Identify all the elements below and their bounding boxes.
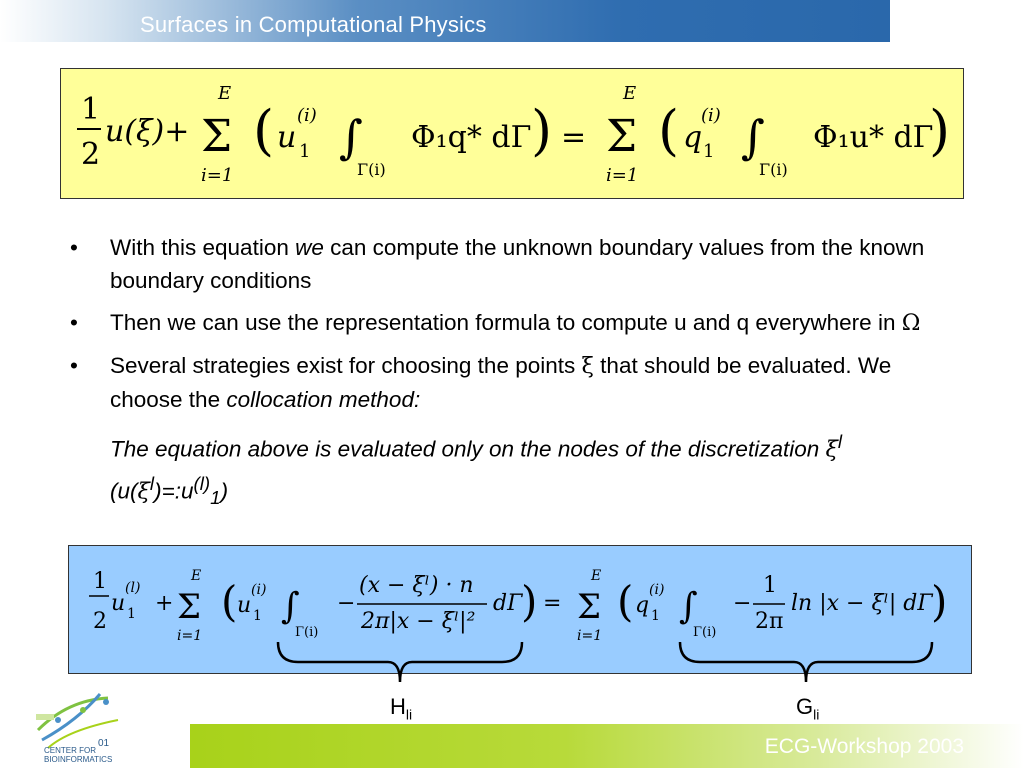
eq1-paren-close-rhs: ) bbox=[929, 99, 951, 162]
brace-h bbox=[276, 640, 524, 684]
eq1-u-sub: 1 bbox=[299, 141, 311, 162]
eq2-u-i: u bbox=[237, 593, 252, 618]
label-g: $G_{li}$ bbox=[796, 694, 820, 723]
eq2-dGamma: dΓ bbox=[493, 591, 523, 616]
eq2-kernel2-num: 1 bbox=[763, 573, 777, 598]
logo-digits: 01 bbox=[98, 738, 110, 749]
eq1-sum-bottom-rhs: i=1 bbox=[606, 165, 639, 186]
eq2-q-i: q bbox=[635, 593, 650, 618]
eq2-kernel1-den: 2π|x − ξˡ|² bbox=[361, 609, 476, 634]
header-bar bbox=[0, 0, 890, 42]
eq2-paren-close-rhs: ) bbox=[931, 577, 948, 626]
integral-symbol-2: ∫ bbox=[741, 110, 765, 164]
bullet-marker: • bbox=[70, 310, 78, 335]
eq1-int-sub-rhs: Γ(i) bbox=[759, 160, 788, 179]
eq2-int-sub: Γ(i) bbox=[295, 625, 319, 640]
bullet-subtext: The equation above is evaluated only on the nodes of the discretization $\xi^l$ $(u(\xi^l)=:u^{(l)}_1)$ bbox=[110, 431, 843, 508]
integral-symbol-4: ∫ bbox=[679, 586, 698, 627]
bullet-item-2: • Then we can use the representation formula to compute u and q everywhere in Ω bbox=[70, 306, 950, 340]
eq2-kernel2-rest: ln |x − ξˡ| dΓ bbox=[791, 591, 933, 616]
sigma-symbol-1: Σ bbox=[201, 111, 233, 162]
eq2-sum-top: E bbox=[191, 568, 202, 584]
eq2-minus-rhs: − bbox=[733, 591, 752, 616]
slide-title: Surfaces in Computational Physics bbox=[140, 12, 487, 37]
eq1-frac-num: 1 bbox=[81, 92, 101, 127]
eq1-sum-top: E bbox=[218, 83, 232, 104]
eq2-sum-bottom-rhs: i=1 bbox=[577, 628, 603, 644]
eq1-paren-open-rhs: ( bbox=[658, 99, 680, 162]
eq1-sum-bottom: i=1 bbox=[201, 165, 234, 186]
equation-1 bbox=[61, 69, 965, 200]
eq2-int-sub-rhs: Γ(i) bbox=[693, 625, 717, 640]
eq2-paren-close: ) bbox=[521, 577, 538, 626]
eq2-minus: − bbox=[337, 591, 356, 616]
eq2-equals: = bbox=[543, 591, 562, 616]
eq1-q-sup: (i) bbox=[701, 105, 721, 126]
brace-g bbox=[678, 640, 934, 684]
eq2-frac-num: 1 bbox=[93, 569, 107, 594]
bullet-list bbox=[70, 231, 950, 514]
eq2-u-i-sub: 1 bbox=[253, 608, 262, 624]
eq1-integrand-rhs: Φ₁u* dΓ bbox=[813, 120, 934, 155]
eq1-paren-open: ( bbox=[253, 99, 275, 162]
sigma-symbol-3: Σ bbox=[177, 587, 202, 627]
eq2-paren-open-rhs: ( bbox=[617, 577, 634, 626]
eq1-equals: = bbox=[561, 120, 587, 155]
integral-symbol-3: ∫ bbox=[281, 586, 300, 627]
bullet-marker: • bbox=[70, 235, 78, 260]
label-h: $H_{li}$ bbox=[390, 694, 413, 723]
equation-box-1 bbox=[60, 68, 964, 199]
xi-symbol: ξ bbox=[581, 353, 594, 379]
eq2-sum-bottom: i=1 bbox=[177, 628, 203, 644]
logo-caption: CENTER FOR BIOINFORMATICS bbox=[44, 746, 113, 764]
eq2-frac-den: 2 bbox=[93, 609, 107, 634]
bullet-item-1: • With this equation we can compute the unknown boundary values from the known boundary conditions bbox=[70, 231, 950, 297]
eq2-u: u bbox=[111, 591, 126, 616]
eq2-kernel1-num: (x − ξˡ) · n bbox=[359, 573, 474, 598]
eq1-paren-close: ) bbox=[531, 99, 553, 162]
eq1-integrand: Φ₁q* dΓ bbox=[411, 120, 532, 155]
eq1-q: q bbox=[683, 120, 703, 155]
bullet-item-3: • Several strategies exist for choosing the points ξ that should be evaluated. We choose the collocation method: bbox=[70, 349, 950, 416]
eq2-q-i-sup: (i) bbox=[649, 582, 665, 598]
eq2-u-sup: (l) bbox=[125, 580, 141, 596]
integral-symbol-1: ∫ bbox=[339, 110, 363, 164]
eq2-paren-open: ( bbox=[221, 577, 238, 626]
eq2-q-i-sub: 1 bbox=[651, 608, 660, 624]
eq1-sum-top-rhs: E bbox=[623, 83, 637, 104]
omega-symbol: Ω bbox=[901, 310, 921, 336]
eq2-u-i-sup: (i) bbox=[251, 582, 267, 598]
eq1-lhs-u: u(ξ)+ bbox=[105, 114, 190, 149]
eq2-sum-top-rhs: E bbox=[591, 568, 602, 584]
eq2-kernel2-den: 2π bbox=[755, 609, 784, 634]
footer-text: ECG-Workshop 2003 bbox=[764, 735, 964, 758]
eq1-frac-den: 2 bbox=[81, 137, 101, 172]
sigma-symbol-4: Σ bbox=[577, 587, 602, 627]
footer-bar bbox=[190, 724, 1024, 768]
eq1-int-sub: Γ(i) bbox=[357, 160, 386, 179]
eq1-u-sup: (i) bbox=[297, 105, 317, 126]
eq2-u-sub: 1 bbox=[127, 606, 136, 622]
eq1-q-sub: 1 bbox=[703, 141, 715, 162]
bullet-marker: • bbox=[70, 353, 78, 378]
sigma-symbol-2: Σ bbox=[606, 111, 638, 162]
eq1-u: u bbox=[277, 120, 297, 155]
eq2-plus: + bbox=[155, 591, 174, 616]
